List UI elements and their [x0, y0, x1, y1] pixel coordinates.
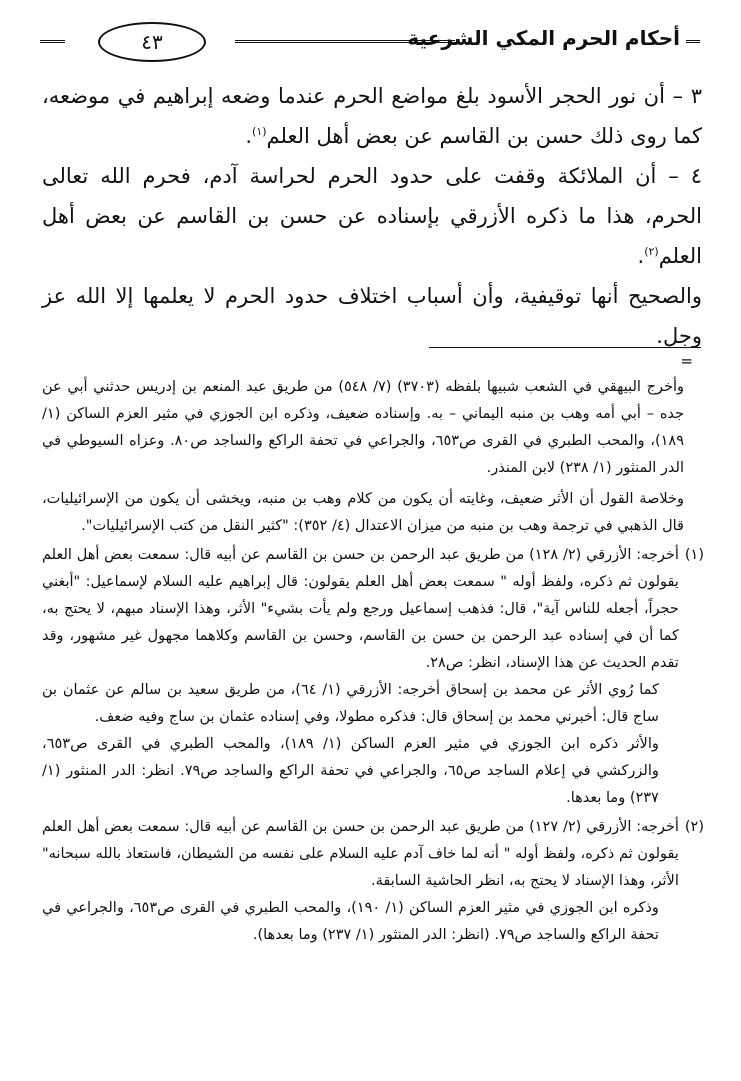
- paragraph-text: ٣ – أن نور الحجر الأسود بلغ مواضع الحرم عندما وضعه إبراهيم في موضعه، كما روى ذلك حسن بن القاسم عن بعض أهل العلم: [42, 84, 702, 148]
- footnote-ref: (١): [252, 125, 267, 138]
- main-paragraph: والصحيح أنها توقيفية، وأن أسباب اختلاف حدود الحرم لا يعلمها إلا الله عز وجل.: [42, 284, 702, 348]
- header-rule: [235, 40, 455, 43]
- footnote-number: (٢): [684, 819, 704, 835]
- paragraph-text: ٤ – أن الملائكة وقفت على حدود الحرم لحراسة آدم، فحرم الله تعالى الحرم، هذا ما ذكره الأزرقي بإسناده عن حسن بن القاسم عن بعض أهل العلم: [42, 164, 702, 268]
- running-title: أحكام الحرم المكي الشرعية: [407, 26, 680, 50]
- footnote-1: [42, 542, 704, 812]
- footnote-2: [42, 814, 704, 949]
- page-number: ٤٣: [98, 22, 206, 62]
- footnote-ref: (٢): [644, 245, 659, 258]
- continuation-mark: =: [680, 352, 693, 370]
- footnote-body: [42, 542, 679, 812]
- main-text: [42, 76, 702, 356]
- footnote-paragraph: والأثر ذكره ابن الجوزي في مثير العزم الساكن (١/ ١٨٩)، والمحب الطبري في القرى ص٦٥٣، والزركشي في إعلام الساجد ص٦٥، والجراعي في تحفة الراكع والساجد ص٧٩. انظر: الدر المنثور (١/ ٢٣٧) وما بعدها.: [42, 736, 659, 806]
- main-paragraph: ٤ – أن الملائكة وقفت على حدود الحرم لحراسة آدم، فحرم الله تعالى الحرم، هذا ما ذكره الأزرقي بإسناده عن حسن بن القاسم عن بعض أهل العلم$^{(٢)}$.: [42, 164, 702, 268]
- header-rule: [40, 40, 65, 43]
- footnote-number: (١): [684, 547, 704, 563]
- main-paragraph: ٣ – أن نور الحجر الأسود بلغ مواضع الحرم عندما وضعه إبراهيم في موضعه، كما روى ذلك حسن بن القاسم عن بعض أهل العلم$^{(١)}$.: [42, 84, 702, 148]
- footnote-paragraph: أخرجه: الأزرقي (٢/ ١٢٧) من طريق عبد الرحمن بن حسن بن القاسم عن أبيه قال: سمعت بعض أهل العلم يقولون ثم ذكره، ولفظ أوله " أنه لما خاف آدم عليه السلام على نفسه من الشيطان، فاستعاذ بالله سبحانه" الأثر، وهذا الإسناد لا يحتج به، انظر الحاشية السابقة.: [42, 819, 679, 889]
- footnotes: [42, 374, 704, 949]
- footnote-continuation: وأخرج البيهقي في الشعب شبيها بلفظه (٣٧٠٣) (٧/ ٥٤٨) من طريق عبد المنعم بن إدريس حدثني أبي عن جده – أبي أمه وهب بن منبه اليماني – به. وإسناده ضعيف، وذكره ابن الجوزي في مثير العزم الساكن (١/ ١٨٩)، والمحب الطبري في القرى ص٦٥٣، والجراعي في تحفة الراكع والساجد ص٨٠. وعزاه السيوطي في الدر المنثور (١/ ٢٣٨) لابن المنذر.: [42, 379, 685, 476]
- footnote-paragraph: وذكره ابن الجوزي في مثير العزم الساكن (١/ ١٩٠)، والمحب الطبري في القرى ص٦٥٣، والجراعي في تحفة الراكع والساجد ص٧٩. (انظر: الدر المنثور (١/ ٢٣٧) وما بعدها).: [42, 900, 659, 943]
- footnote-paragraph: أخرجه: الأزرقي (٢/ ١٢٨) من طريق عبد الرحمن بن حسن بن القاسم عن أبيه قال: سمعت بعض أهل العلم يقولون ثم ذكره، ولفظ أوله " سمعت بعض أهل العلم يقولون: قال إبراهيم عليه السلام لإسماعيل: "أبغني حجراً، أجعله للناس آية"، قال: فذهب إسماعيل ورجع ولم يأت بشيء" الأثر، وهذا الإسناد مبهم، لا يحتج به، كما أن في إسناده عبد الرحمن بن حسن بن القاسم، وحسن بن القاسم وكلاهما مجهول غير مشهور، وقد تقدم الحديث عن هذا الإسناد، انظر: ص٢٨.: [42, 547, 679, 671]
- page-header: [40, 22, 700, 72]
- footnote-separator: [429, 347, 701, 348]
- header-rule: [686, 40, 700, 43]
- footnote-body: [42, 814, 679, 949]
- footnote-paragraph: كما رُوي الأثر عن محمد بن إسحاق أخرجه: الأزرقي (١/ ٦٤)، من طريق سعيد بن سالم عن عثمان بن ساج قال: أخبرني محمد بن إسحاق قال: فذكره مطولا، وفي إسناده عثمان بن ساج وفيه ضعف.: [42, 682, 659, 725]
- footnote-continuation: وخلاصة القول أن الأثر ضعيف، وغايته أن يكون من كلام وهب بن منبه، ويخشى أن يكون من الإسرائيليات، قال الذهبي في ترجمة وهب بن منبه من ميزان الاعتدال (٤/ ٣٥٢): "كثير النقل من كتب الإسرائيليات".: [42, 491, 684, 534]
